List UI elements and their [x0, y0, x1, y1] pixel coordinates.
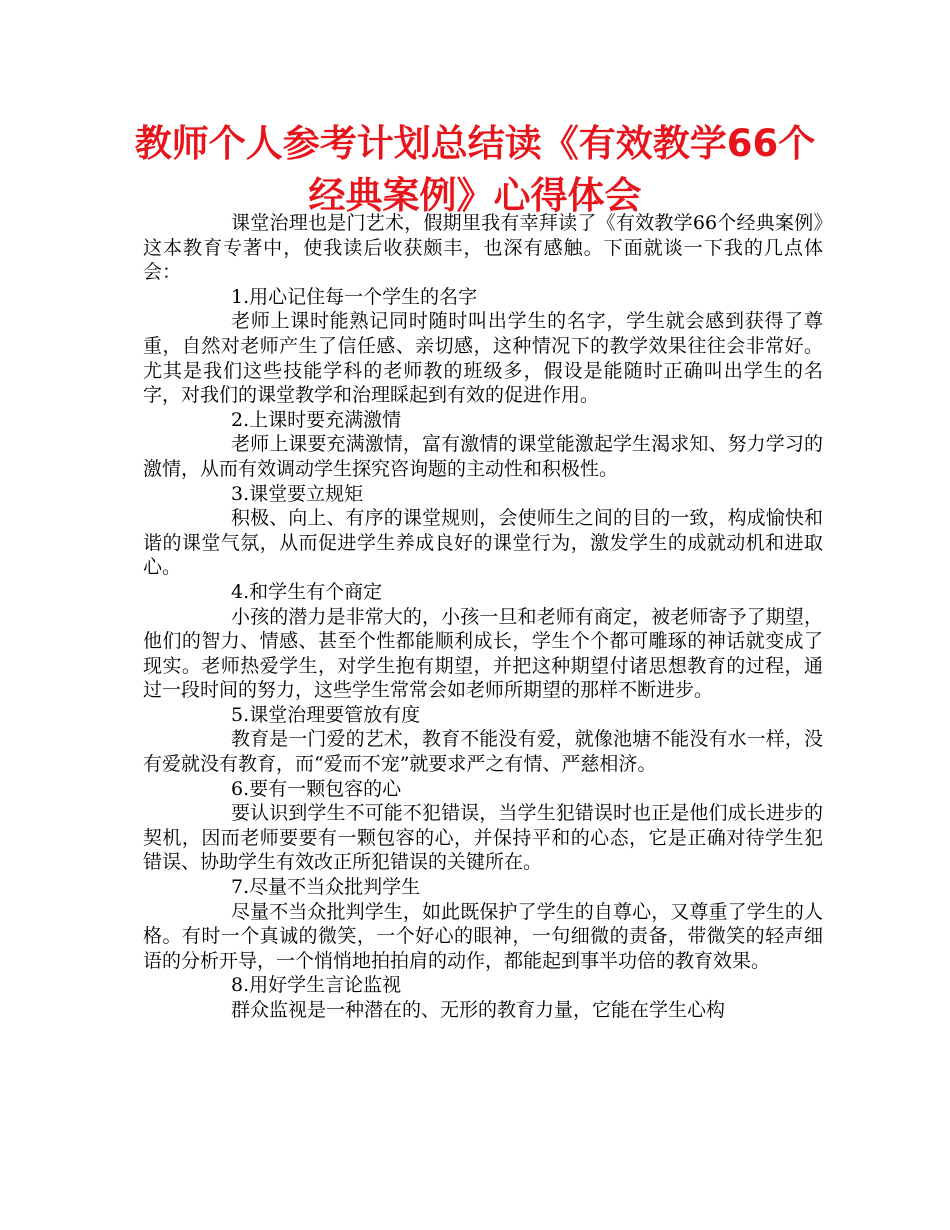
section-text-7: 尽量不当众批判学生，如此既保护了学生的自尊心，又尊重了学生的人格。有时一个真诚的微笑，一个好心的眼神，一句细微的责备，带微笑的轻声细语的分析开导，一个悄悄地拍拍肩的动作，都能起到事半功倍的教育效果。	[143, 900, 823, 972]
section-text-6: 要认识到学生不可能不犯错误，当学生犯错误时也正是他们成长进步的契机，因而老师要要有一颗包容的心，并保持平和的心态，它是正确对待学生犯错误、协助学生有效改正所犯错误的关键所在。	[143, 802, 823, 874]
section-heading-6: 6.要有一颗包容的心	[231, 777, 402, 800]
document-body	[143, 211, 823, 1023]
section-text-2: 老师上课要充满激情，富有激情的课堂能激起学生渴求知、努力学习的激情，从而有效调动学生探究咨询题的主动性和积极性。	[143, 433, 823, 480]
section-text-1: 老师上课时能熟记同时随时叫出学生的名字，学生就会感到获得了尊重，自然对老师产生了信任感、亲切感，这种情况下的教学效果往往会非常好。尤其是我们这些技能学科的老师教的班级多，假设是能随时正确叫出学生的名字，对我们的课堂教学和治理睬起到有效的促进作用。	[143, 310, 823, 407]
section-heading-7: 7.尽量不当众批判学生	[231, 876, 421, 899]
section-text-8: 群众监视是一种潜在的、无形的教育力量，它能在学生心构	[231, 999, 726, 1021]
section-text-4: 小孩的潜力是非常大的，小孩一旦和老师有商定，被老师寄予了期望，他们的智力、情感、甚至个性都能顺利成长，学生个个都可雕琢的神话就变成了现实。老师热爱学生，对学生抱有期望，并把这种期望付诸思想教育的过程，通过一段时间的努力，这些学生常常会如老师所期望的那样不断进步。	[143, 605, 823, 702]
section-heading-4: 4.和学生有个商定	[231, 580, 383, 603]
section-heading-2: 2.上课时要充满激情	[231, 408, 402, 431]
section-heading-1: 1.用心记住每一个学生的名字	[231, 285, 478, 308]
section-heading-8: 8.用好学生言论监视	[231, 974, 402, 997]
document-title: 教师个人参考计划总结读《有效教学66个经典案例》心得体会	[134, 122, 816, 217]
section-text-5: 教育是一门爱的艺术，教育不能没有爱，就像池塘不能没有水一样，没有爱就没有教育，而“爱而不宠”就要求严之有情、严慈相济。	[143, 728, 823, 776]
intro-paragraph: 课堂治理也是门艺术，假期里我有幸拜读了《有效教学66个经典案例》这本教育专著中，使我读后收获颇丰，也深有感触。下面就谈一下我的几点体会：	[143, 212, 823, 284]
section-heading-5: 5.课堂治理要管放有度	[231, 703, 421, 726]
section-heading-3: 3.课堂要立规矩	[231, 482, 364, 505]
section-text-3: 积极、向上、有序的课堂规则，会使师生之间的目的一致，构成愉快和谐的课堂气氛，从而促进学生养成良好的课堂行为，激发学生的成就动机和进取心。	[143, 507, 823, 579]
